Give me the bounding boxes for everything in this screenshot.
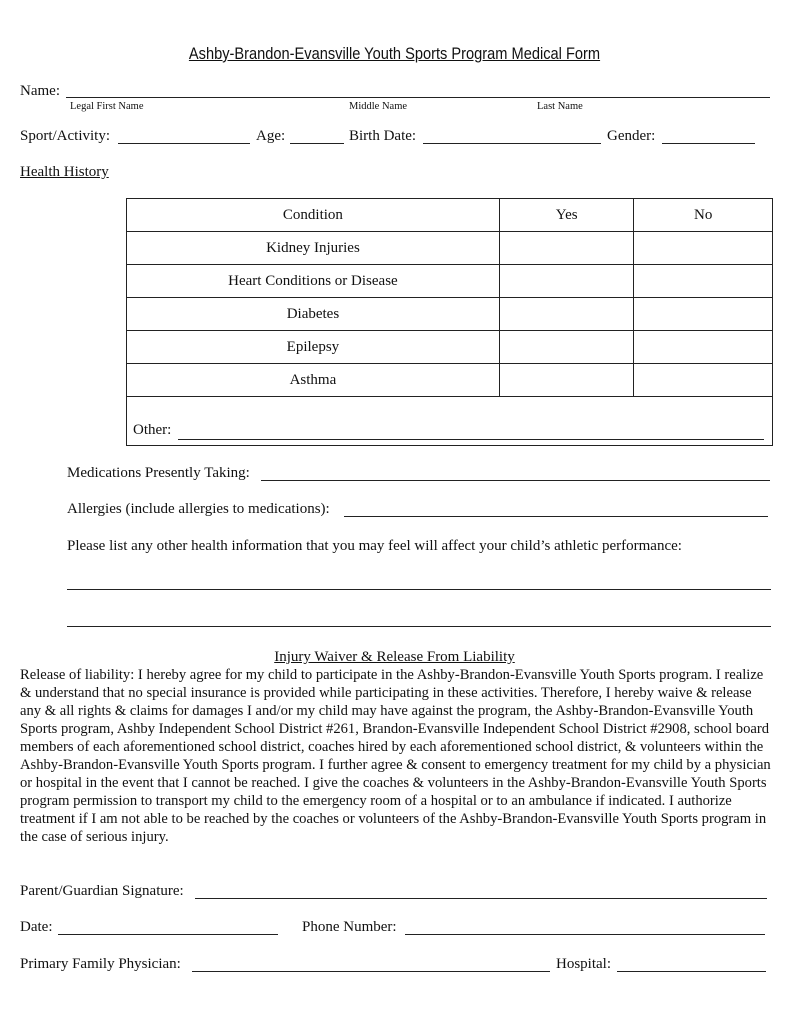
condition-cell: Kidney Injuries <box>127 232 500 265</box>
other-label: Other: <box>133 422 172 438</box>
name-label: Name: <box>20 83 60 99</box>
condition-cell: Diabetes <box>127 298 500 331</box>
other-info-line-2[interactable] <box>67 626 771 627</box>
other-info-line-1[interactable] <box>67 589 771 590</box>
hospital-field[interactable] <box>617 971 766 972</box>
physician-field[interactable] <box>192 971 550 972</box>
other-info-label: Please list any other health information that you may feel will affect your child’s athletic performance: <box>67 538 682 554</box>
other-cell <box>127 397 773 446</box>
waiver-heading: Injury Waiver & Release From Liability <box>274 649 515 665</box>
other-field[interactable] <box>178 439 764 440</box>
header-yes: Yes <box>499 199 634 232</box>
table-header-row <box>127 199 773 232</box>
first-name-sublabel: Legal First Name <box>70 101 144 112</box>
condition-cell: Epilepsy <box>127 331 500 364</box>
yes-checkbox-cell[interactable] <box>499 265 634 298</box>
parent-signature-label: Parent/Guardian Signature: <box>20 883 184 899</box>
middle-name-sublabel: Middle Name <box>349 101 408 112</box>
yes-checkbox-cell[interactable] <box>499 232 634 265</box>
header-no: No <box>634 199 773 232</box>
physician-label: Primary Family Physician: <box>20 956 181 972</box>
medications-label: Medications Presently Taking: <box>67 465 250 481</box>
gender-label: Gender: <box>607 128 656 144</box>
sport-field[interactable] <box>118 143 250 144</box>
date-field[interactable] <box>58 934 278 935</box>
condition-cell: Heart Conditions or Disease <box>127 265 500 298</box>
no-checkbox-cell[interactable] <box>634 232 773 265</box>
header-condition: Condition <box>127 199 500 232</box>
medications-field[interactable] <box>261 480 770 481</box>
hospital-label: Hospital: <box>556 956 611 972</box>
other-row <box>127 397 773 446</box>
birth-date-field[interactable] <box>423 143 601 144</box>
health-history-heading: Health History <box>20 164 109 180</box>
phone-field[interactable] <box>405 934 765 935</box>
date-label: Date: <box>20 919 53 935</box>
age-label: Age: <box>256 128 286 144</box>
parent-signature-field[interactable] <box>195 898 767 899</box>
no-checkbox-cell[interactable] <box>634 298 773 331</box>
condition-cell: Asthma <box>127 364 500 397</box>
yes-checkbox-cell[interactable] <box>499 331 634 364</box>
table-row <box>127 232 773 265</box>
name-field[interactable] <box>66 97 770 98</box>
no-checkbox-cell[interactable] <box>634 364 773 397</box>
health-history-table <box>126 198 773 446</box>
gender-field[interactable] <box>662 143 755 144</box>
yes-checkbox-cell[interactable] <box>499 298 634 331</box>
yes-checkbox-cell[interactable] <box>499 364 634 397</box>
waiver-text: Release of liability: I hereby agree for my child to participate in the Ashby-Brandon-Evansville Youth Sports program. I realize & understand that no special insurance is provided while participating in these activities. Therefore, I hereby waive & release any & all rights & claims for damages I and/or my child may have against the program, the Ashby-Brandon-Evansville Youth Sports program, Ashby Independent School District #261, Brandon-Evansville Independent School District #2908, school board members of each aforementioned school district, coaches hired by each aforementioned school district, & volunteers within the Ashby-Brandon-Evansville Youth Sports program. I further agree & consent to emergency treatment for my child by a physician or hospital in the event that I cannot be reached. I give the coaches & volunteers in the Ashby-Brandon-Evansville Youth Sports program permission to transport my child to the emergency room of a hospital or to an ambulance if indicated. I authorize treatment if I am not able to be reached by the coaches or volunteers of the Ashby-Brandon-Evansville Youth Sports program in the case of serious injury. <box>20 667 771 845</box>
table-row <box>127 298 773 331</box>
form-title: Ashby-Brandon-Evansville Youth Sports Program Medical Form <box>188 44 601 63</box>
table-row <box>127 331 773 364</box>
sport-label: Sport/Activity: <box>20 128 110 144</box>
no-checkbox-cell[interactable] <box>634 265 773 298</box>
last-name-sublabel: Last Name <box>537 101 583 112</box>
table-row <box>127 265 773 298</box>
age-field[interactable] <box>290 143 344 144</box>
phone-label: Phone Number: <box>302 919 397 935</box>
allergies-label: Allergies (include allergies to medications): <box>67 501 330 517</box>
table-row <box>127 364 773 397</box>
allergies-field[interactable] <box>344 516 768 517</box>
no-checkbox-cell[interactable] <box>634 331 773 364</box>
birth-date-label: Birth Date: <box>349 128 417 144</box>
